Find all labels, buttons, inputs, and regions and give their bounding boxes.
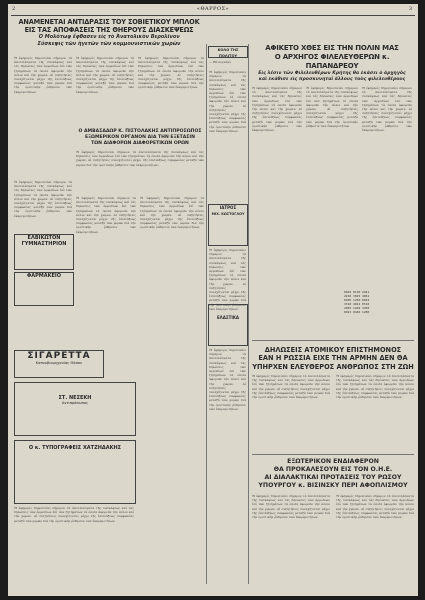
data-table: 0022 0130 2041 2210 3025 4061 0405 1250 0022 3310 4021 0510 2055 1202 3450 0021 0440 1280: [344, 290, 370, 314]
headline-line: ΘΑ ΠΡΟΚΑΛΕΣΟΥΝ ΕΙΣ ΤΟΝ Ο.Η.Ε.: [273, 466, 393, 473]
headline-line: Ο ΑΡΧΗΓΟΣ ΦΙΛΕΛΕΥΘΕΡΩΝ κ. ΠΑΠΑΝΔΡΕΟΥ: [274, 53, 390, 70]
article-bottom1-headline: [252, 346, 414, 371]
newspaper-name: «ΘΑΡΡΟΣ»: [196, 6, 230, 12]
article-left-headline: [14, 18, 204, 48]
article-left2-body-3: Ἡ ἐφημερὶς δημοσιεύει σήμερον τὰ ἀποτελέσματα τῆς συσκέψεως καὶ τὰς δηλώσεις τῶν ἁρμοδίων ἐπὶ τῶν ζητημάτων τὰ ὁποῖα ἀφοροῦν τὴν πόλιν καὶ τὴν χώραν. Αἱ συζητήσεις συνεχίζονται μέχρι τῆς ἐπιτεύξεως συμφωνίας μεταξὺ τῶν μερῶν διὰ τὴν ὁριστικὴν ῥύθμισιν τῶν ἐκκρεμοτήτων.: [140, 196, 204, 230]
article-bottom2-body-1: Ἡ ἐφημερὶς δημοσιεύει σήμερον τὰ ἀποτελέσματα τῆς συσκέψεως καὶ τὰς δηλώσεις τῶν ἁρμοδίων ἐπὶ τῶν ζητημάτων τὰ ὁποῖα ἀφοροῦν τὴν πόλιν καὶ τὴν χώραν. Αἱ συζητήσεις συνεχίζονται μέχρι τῆς ἐπιτεύξεως συμφωνίας μεταξὺ τῶν μερῶν διὰ τὴν ὁριστικὴν ῥύθμισιν τῶν ἐκκρεμοτήτων.: [252, 494, 330, 520]
ad-title: ΦΑΡΜΑΚΕΙΟ: [26, 273, 62, 279]
bottom-left-text: Ἡ ἐφημερὶς δημοσιεύει σήμερον τὰ ἀποτελέσματα τῆς συσκέψεως καὶ τὰς δηλώσεις τῶν ἁρμοδίων ἐπὶ τῶν ζητημάτων τὰ ὁποῖα ἀφοροῦν τὴν πόλιν καὶ τὴν χώραν. Αἱ συζητήσεις συνεχίζονται μέχρι τῆς ἐπιτεύξεως συμφωνίας μεταξὺ τῶν μερῶν διὰ τὴν ὁριστικὴν ῥύθμισιν τῶν ἐκκρεμοτήτων.: [14, 506, 134, 523]
nezeki-ad: [14, 382, 136, 436]
article-bottom2-headline: [252, 458, 414, 490]
ad-title: ΣΤ. ΝΕΣΕΚΗ: [58, 395, 92, 401]
newspaper-page: [8, 4, 418, 596]
pharmacy-ad: [14, 272, 74, 306]
section-rule: [252, 340, 414, 341]
middle-body-3: Ἡ ἐφημερὶς δημοσιεύει σήμερον τὰ ἀποτελέσματα τῆς συσκέψεως καὶ τὰς δηλώσεις τῶν ἁρμοδίων ἐπὶ τῶν ζητημάτων τὰ ὁποῖα ἀφοροῦν τὴν πόλιν καὶ τὴν χώραν. Αἱ συζητήσεις συνεχίζονται μέχρι τῆς ἐπιτεύξεως συμφωνίας μεταξὺ τῶν μερῶν διὰ τὴν ὁριστικὴν ῥύθμισιν τῶν ἐκκρεμοτήτων.: [209, 348, 246, 411]
headline-line: ΑΦΙΚΕΤΟ ΧΘΕΣ ΕΙΣ ΤΗΝ ΠΟΛΙΝ ΜΑΣ: [265, 44, 399, 52]
article-left-body-2: Ἡ ἐφημερὶς δημοσιεύει σήμερον τὰ ἀποτελέσματα τῆς συσκέψεως καὶ τὰς δηλώσεις τῶν ἁρμοδίων ἐπὶ τῶν ζητημάτων τὰ ὁποῖα ἀφοροῦν τὴν πόλιν καὶ τὴν χώραν. Αἱ συζητήσεις συνεχίζονται μέχρι τῆς ἐπιτεύξεως συμφωνίας μεταξὺ τῶν μερῶν διὰ τὴν ὁριστικὴν ῥύθμισιν τῶν ἐκκρεμοτήτων.: [76, 56, 134, 94]
doctor-ad: [208, 204, 248, 246]
headline-line: ΔΗΛΩΣΕΙΣ ΑΤΟΜΙΚΟΥ ΕΠΙΣΤΗΜΟΝΟΣ: [264, 346, 402, 354]
cigarette-ad: [14, 350, 104, 378]
section-rule: [252, 454, 414, 455]
headline-line: ΥΠΗΡΧΕΝ ΕΛΕΥΘΕΡΟΣ ΑΝΘΡΩΠΟΣ ΣΤΗ ΖΩΗ: [252, 362, 414, 371]
ad-name: ΜΙΧ. ΚΩΣΤΟΓΛΟΥ: [211, 212, 245, 216]
headline-line: ΕΞΩΤΕΡΙΚΟΝ ΕΝΔΙΑΦΕΡΟΝ: [287, 458, 379, 465]
ad-subtitle: Αντιπρόσωπος: [61, 401, 89, 405]
subheadline: καὶ ἐκάθισε εἰς προσκυνηταὶ ἄλλους τοὺς φιλελευθέρους: [258, 77, 406, 82]
ad-title: Ο κ. ΤΥΠΟΓΡΑΦΕΙΣ ΧΑΤΖΗΔΑΚΗΣ: [28, 445, 122, 451]
headline-line: ΤΩΝ ΔΙΑΦΟΡΩΝ ΔΙΑΦΟΡΕΤΙΚΩΝ ΟΡΩΝ: [91, 141, 189, 146]
article-right-headline: [252, 44, 412, 83]
article-left2-headline: [76, 129, 204, 147]
article-bottom1-body-1: Ἡ ἐφημερὶς δημοσιεύει σήμερον τὰ ἀποτελέσματα τῆς συσκέψεως καὶ τὰς δηλώσεις τῶν ἁρμοδίων ἐπὶ τῶν ζητημάτων τὰ ὁποῖα ἀφοροῦν τὴν πόλιν καὶ τὴν χώραν. Αἱ συζητήσεις συνεχίζονται μέχρι τῆς ἐπιτεύξεως συμφωνίας μεταξὺ τῶν μερῶν διὰ τὴν ὁριστικὴν ῥύθμισιν τῶν ἐκκρεμοτήτων.: [252, 374, 330, 400]
article-left-body-3: Ἡ ἐφημερὶς δημοσιεύει σήμερον τὰ ἀποτελέσματα τῆς συσκέψεως καὶ τὰς δηλώσεις τῶν ἁρμοδίων ἐπὶ τῶν ζητημάτων τὰ ὁποῖα ἀφοροῦν τὴν πόλιν καὶ τὴν χώραν. Αἱ συζητήσεις συνεχίζονται μέχρι τῆς ἐπιτεύξεως συμφωνίας μεταξὺ τῶν μερῶν διὰ τὴν ὁριστικὴν ῥύθμισιν τῶν ἐκκρεμοτήτων.: [138, 56, 204, 90]
middle-box: [208, 46, 248, 58]
typography-ad: [14, 440, 136, 504]
ad-title: ΣΙΓΑΡΕΤΤΑ: [27, 351, 91, 361]
article-bottom1-body-2: Ἡ ἐφημερὶς δημοσιεύει σήμερον τὰ ἀποτελέσματα τῆς συσκέψεως καὶ τὰς δηλώσεις τῶν ἁρμοδίων ἐπὶ τῶν ζητημάτων τὰ ὁποῖα ἀφοροῦν τὴν πόλιν καὶ τὴν χώραν. Αἱ συζητήσεις συνεχίζονται μέχρι τῆς ἐπιτεύξεως συμφωνίας μεταξὺ τῶν μερῶν διὰ τὴν ὁριστικὴν ῥύθμισιν τῶν ἐκκρεμοτήτων.: [336, 374, 414, 400]
article-left-body-1: Ἡ ἐφημερὶς δημοσιεύει σήμερον τὰ ἀποτελέσματα τῆς συσκέψεως καὶ τὰς δηλώσεις τῶν ἁρμοδίων ἐπὶ τῶν ζητημάτων τὰ ὁποῖα ἀφοροῦν τὴν πόλιν καὶ τὴν χώραν. Αἱ συζητήσεις συνεχίζονται μέχρι τῆς ἐπιτεύξεως συμφωνίας μεταξὺ τῶν μερῶν διὰ τὴν ὁριστικὴν ῥύθμισιν τῶν ἐκκρεμοτήτων.: [14, 56, 72, 94]
article-bottom2-body-2: Ἡ ἐφημερὶς δημοσιεύει σήμερον τὰ ἀποτελέσματα τῆς συσκέψεως καὶ τὰς δηλώσεις τῶν ἁρμοδίων ἐπὶ τῶν ζητημάτων τὰ ὁποῖα ἀφοροῦν τὴν πόλιν καὶ τὴν χώραν. Αἱ συζητήσεις συνεχίζονται μέχρι τῆς ἐπιτεύξεως συμφωνίας μεταξὺ τῶν μερῶν διὰ τὴν ὁριστικὴν ῥύθμισιν τῶν ἐκκρεμοτήτων.: [336, 494, 414, 520]
middle-body-2: Ἡ ἐφημερὶς δημοσιεύει σήμερον τὰ ἀποτελέσματα τῆς συσκέψεως καὶ τὰς δηλώσεις τῶν ἁρμοδίων ἐπὶ τῶν ζητημάτων τὰ ὁποῖα ἀφοροῦν τὴν πόλιν καὶ τὴν χώραν. Αἱ συζητήσεις συνεχίζονται μέχρι τῆς ἐπιτεύξεως συμφωνίας μεταξὺ τῶν μερῶν διὰ τὴν ὁριστικὴν ῥύθμισιν τῶν ἐκκρεμοτήτων.: [209, 248, 246, 311]
headline-line: ΕΞΩΜΕΡΙΚΟΝ ΟΡΓΑΝΟΝ ΔΙΑ ΤΗΝ ΕΞΕΤΑΣΙΝ: [85, 135, 195, 140]
middle-section: — Θὰ περνάμε: [209, 60, 232, 64]
notice-text: Ἡ ἐφημερὶς δημοσιεύει σήμερον τὰ ἀποτελέσματα τῆς συσκέψεως καὶ τὰς δηλώσεις τῶν ἁρμοδίων ἐπὶ τῶν ζητημάτων τὰ ὁποῖα ἀφοροῦν τὴν πόλιν καὶ τὴν χώραν. Αἱ συζητήσεις συνεχίζονται μέχρι τῆς ἐπιτεύξεως συμφωνίας μεταξὺ τῶν μερῶν διὰ τὴν ὁριστικὴν ῥύθμισιν τῶν ἐκκρεμοτήτων.: [14, 180, 72, 218]
subheadline: Σύσκεψις τῶν ἡγετῶν τῶν κομμουνιστικῶν χωρῶν: [37, 41, 181, 47]
subheadline: Εἰς λέσιν τῶν Φιλελευθέρων Κρήτης θα ἐκάσει ὁ ἀρχηγὸς: [258, 71, 406, 76]
headline-line: ΥΠΟΥΡΓΟΥ κ. ΒΙΣΙΝΣΚΥ ΠΕΡΙ ΑΦΟΠΛΙΣΜΟΥ: [258, 482, 408, 489]
headline-line: ΕΙΣ ΤΑΣ ΑΠΟΦΑΣΕΙΣ ΤΗΣ ΘΗΕΡΟΥΣ ΔΙΑΣΚΕΨΕΩΣ: [24, 26, 194, 34]
headline-line: ΕΑΝ Η ΡΩΣΣΙΑ ΕΙΧΕ ΤΗΝ ΑΡΜΗΝ ΔΕΝ ΘΑ: [258, 354, 408, 363]
middle-body-1: Ἡ ἐφημερὶς δημοσιεύει σήμερον τὰ ἀποτελέσματα τῆς συσκέψεως καὶ τὰς δηλώσεις τῶν ἁρμοδίων ἐπὶ τῶν ζητημάτων τὰ ὁποῖα ἀφοροῦν τὴν πόλιν καὶ τὴν χώραν. Αἱ συζητήσεις συνεχίζονται μέχρι τῆς ἐπιτεύξεως συμφωνίας μεταξὺ τῶν μερῶν διὰ τὴν ὁριστικὴν ῥύθμισιν τῶν ἐκκρεμοτήτων.: [209, 70, 246, 133]
page-number-right: 3: [408, 6, 412, 12]
ad-title: ΕΛΒΙΚΩΤΟΝ ΓΥΜΝΑΣΤΗΡΙΟΝ: [21, 235, 67, 247]
article-left2-body: Ἡ ἐφημερὶς δημοσιεύει σήμερον τὰ ἀποτελέσματα τῆς συσκέψεως καὶ τὰς δηλώσεις τῶν ἁρμοδίων ἐπὶ τῶν ζητημάτων τὰ ὁποῖα ἀφοροῦν τὴν πόλιν καὶ τὴν χώραν. Αἱ συζητήσεις συνεχίζονται μέχρι τῆς ἐπιτεύξεως συμφωνίας μεταξὺ τῶν μερῶν διὰ τὴν ὁριστικὴν ῥύθμισιν τῶν ἐκκρεμοτήτων.: [76, 150, 204, 167]
middle-box-title: ΚΟΛΟ ΤΗΣ ΠΟΛΙΤΟΥ: [217, 48, 239, 58]
article-right-body-1: Ἡ ἐφημερὶς δημοσιεύει σήμερον τὰ ἀποτελέσματα τῆς συσκέψεως καὶ τὰς δηλώσεις τῶν ἁρμοδίων ἐπὶ τῶν ζητημάτων τὰ ὁποῖα ἀφοροῦν τὴν πόλιν καὶ τὴν χώραν. Αἱ συζητήσεις συνεχίζονται μέχρι τῆς ἐπιτεύξεως συμφωνίας μεταξὺ τῶν μερῶν διὰ τὴν ὁριστικὴν ῥύθμισιν τῶν ἐκκρεμοτήτων.: [252, 86, 302, 133]
page-number: 2: [12, 6, 16, 12]
article-right-body-2: Ἡ ἐφημερὶς δημοσιεύει σήμερον τὰ ἀποτελέσματα τῆς συσκέψεως καὶ τὰς δηλώσεις τῶν ἁρμοδίων ἐπὶ τῶν ζητημάτων τὰ ὁποῖα ἀφοροῦν τὴν πόλιν καὶ τὴν χώραν. Αἱ συζητήσεις συνεχίζονται μέχρι τῆς ἐπιτεύξεως συμφωνίας μεταξὺ τῶν μερῶν διὰ τὴν ὁριστικὴν ῥύθμισιν τῶν ἐκκρεμοτήτων.: [306, 86, 358, 128]
article-right-body-3: Ἡ ἐφημερὶς δημοσιεύει σήμερον τὰ ἀποτελέσματα τῆς συσκέψεως καὶ τὰς δηλώσεις τῶν ἁρμοδίων ἐπὶ τῶν ζητημάτων τὰ ὁποῖα ἀφοροῦν τὴν πόλιν καὶ τὴν χώραν. Αἱ συζητήσεις συνεχίζονται μέχρι τῆς ἐπιτεύξεως συμφωνίας μεταξὺ τῶν μερῶν διὰ τὴν ὁριστικὴν ῥύθμισιν τῶν ἐκκρεμοτήτων.: [362, 86, 412, 133]
headline-line: ΑΙ ΔΙΑΛΑΚΤΙΚΑΙ ΠΡΟΤΑΣΕΙΣ ΤΟΥ ΡΩΣΟΥ: [264, 474, 402, 481]
headline-line: Ο ΑΜΒΑΣΑΔΩΡ Κ. ΠΙΣΤΟΛΑΚΗΣ ΑΝΤΙΠΡΟΣΩΠΟΣ: [78, 129, 202, 134]
header-rule: [11, 15, 415, 16]
clinic-ad: [14, 234, 74, 270]
ad-title: ΙΑΤΡΟΣ: [219, 205, 237, 210]
ad-title: ΕΛΑΣΤΙΚΑ: [216, 315, 240, 320]
article-left2-body-2: Ἡ ἐφημερὶς δημοσιεύει σήμερον τὰ ἀποτελέσματα τῆς συσκέψεως καὶ τὰς δηλώσεις τῶν ἁρμοδίων ἐπὶ τῶν ζητημάτων τὰ ὁποῖα ἀφοροῦν τὴν πόλιν καὶ τὴν χώραν. Αἱ συζητήσεις συνεχίζονται μέχρι τῆς ἐπιτεύξεως συμφωνίας μεταξὺ τῶν μερῶν διὰ τὴν ὁριστικὴν ῥύθμισιν τῶν ἐκκρεμοτήτων.: [76, 196, 136, 234]
headline-line: ΑΝΑΜΕΝΕΤΑΙ ΑΝΤΙΔΡΑΣΙΣ ΤΟΥ ΣΟΒΙΕΤΙΚΟΥ ΜΠΛΟΚ: [18, 18, 200, 26]
column-divider: [248, 44, 249, 584]
subheadline: Ὁ Μολότωφ ἔφθασεν εἰς τὸ Ἀνατολικὸν Βερολῖνον: [38, 34, 180, 40]
ad-subtitle: Καπνοβιομηχανίας Θάσου: [35, 361, 83, 365]
column-divider: [206, 44, 207, 584]
